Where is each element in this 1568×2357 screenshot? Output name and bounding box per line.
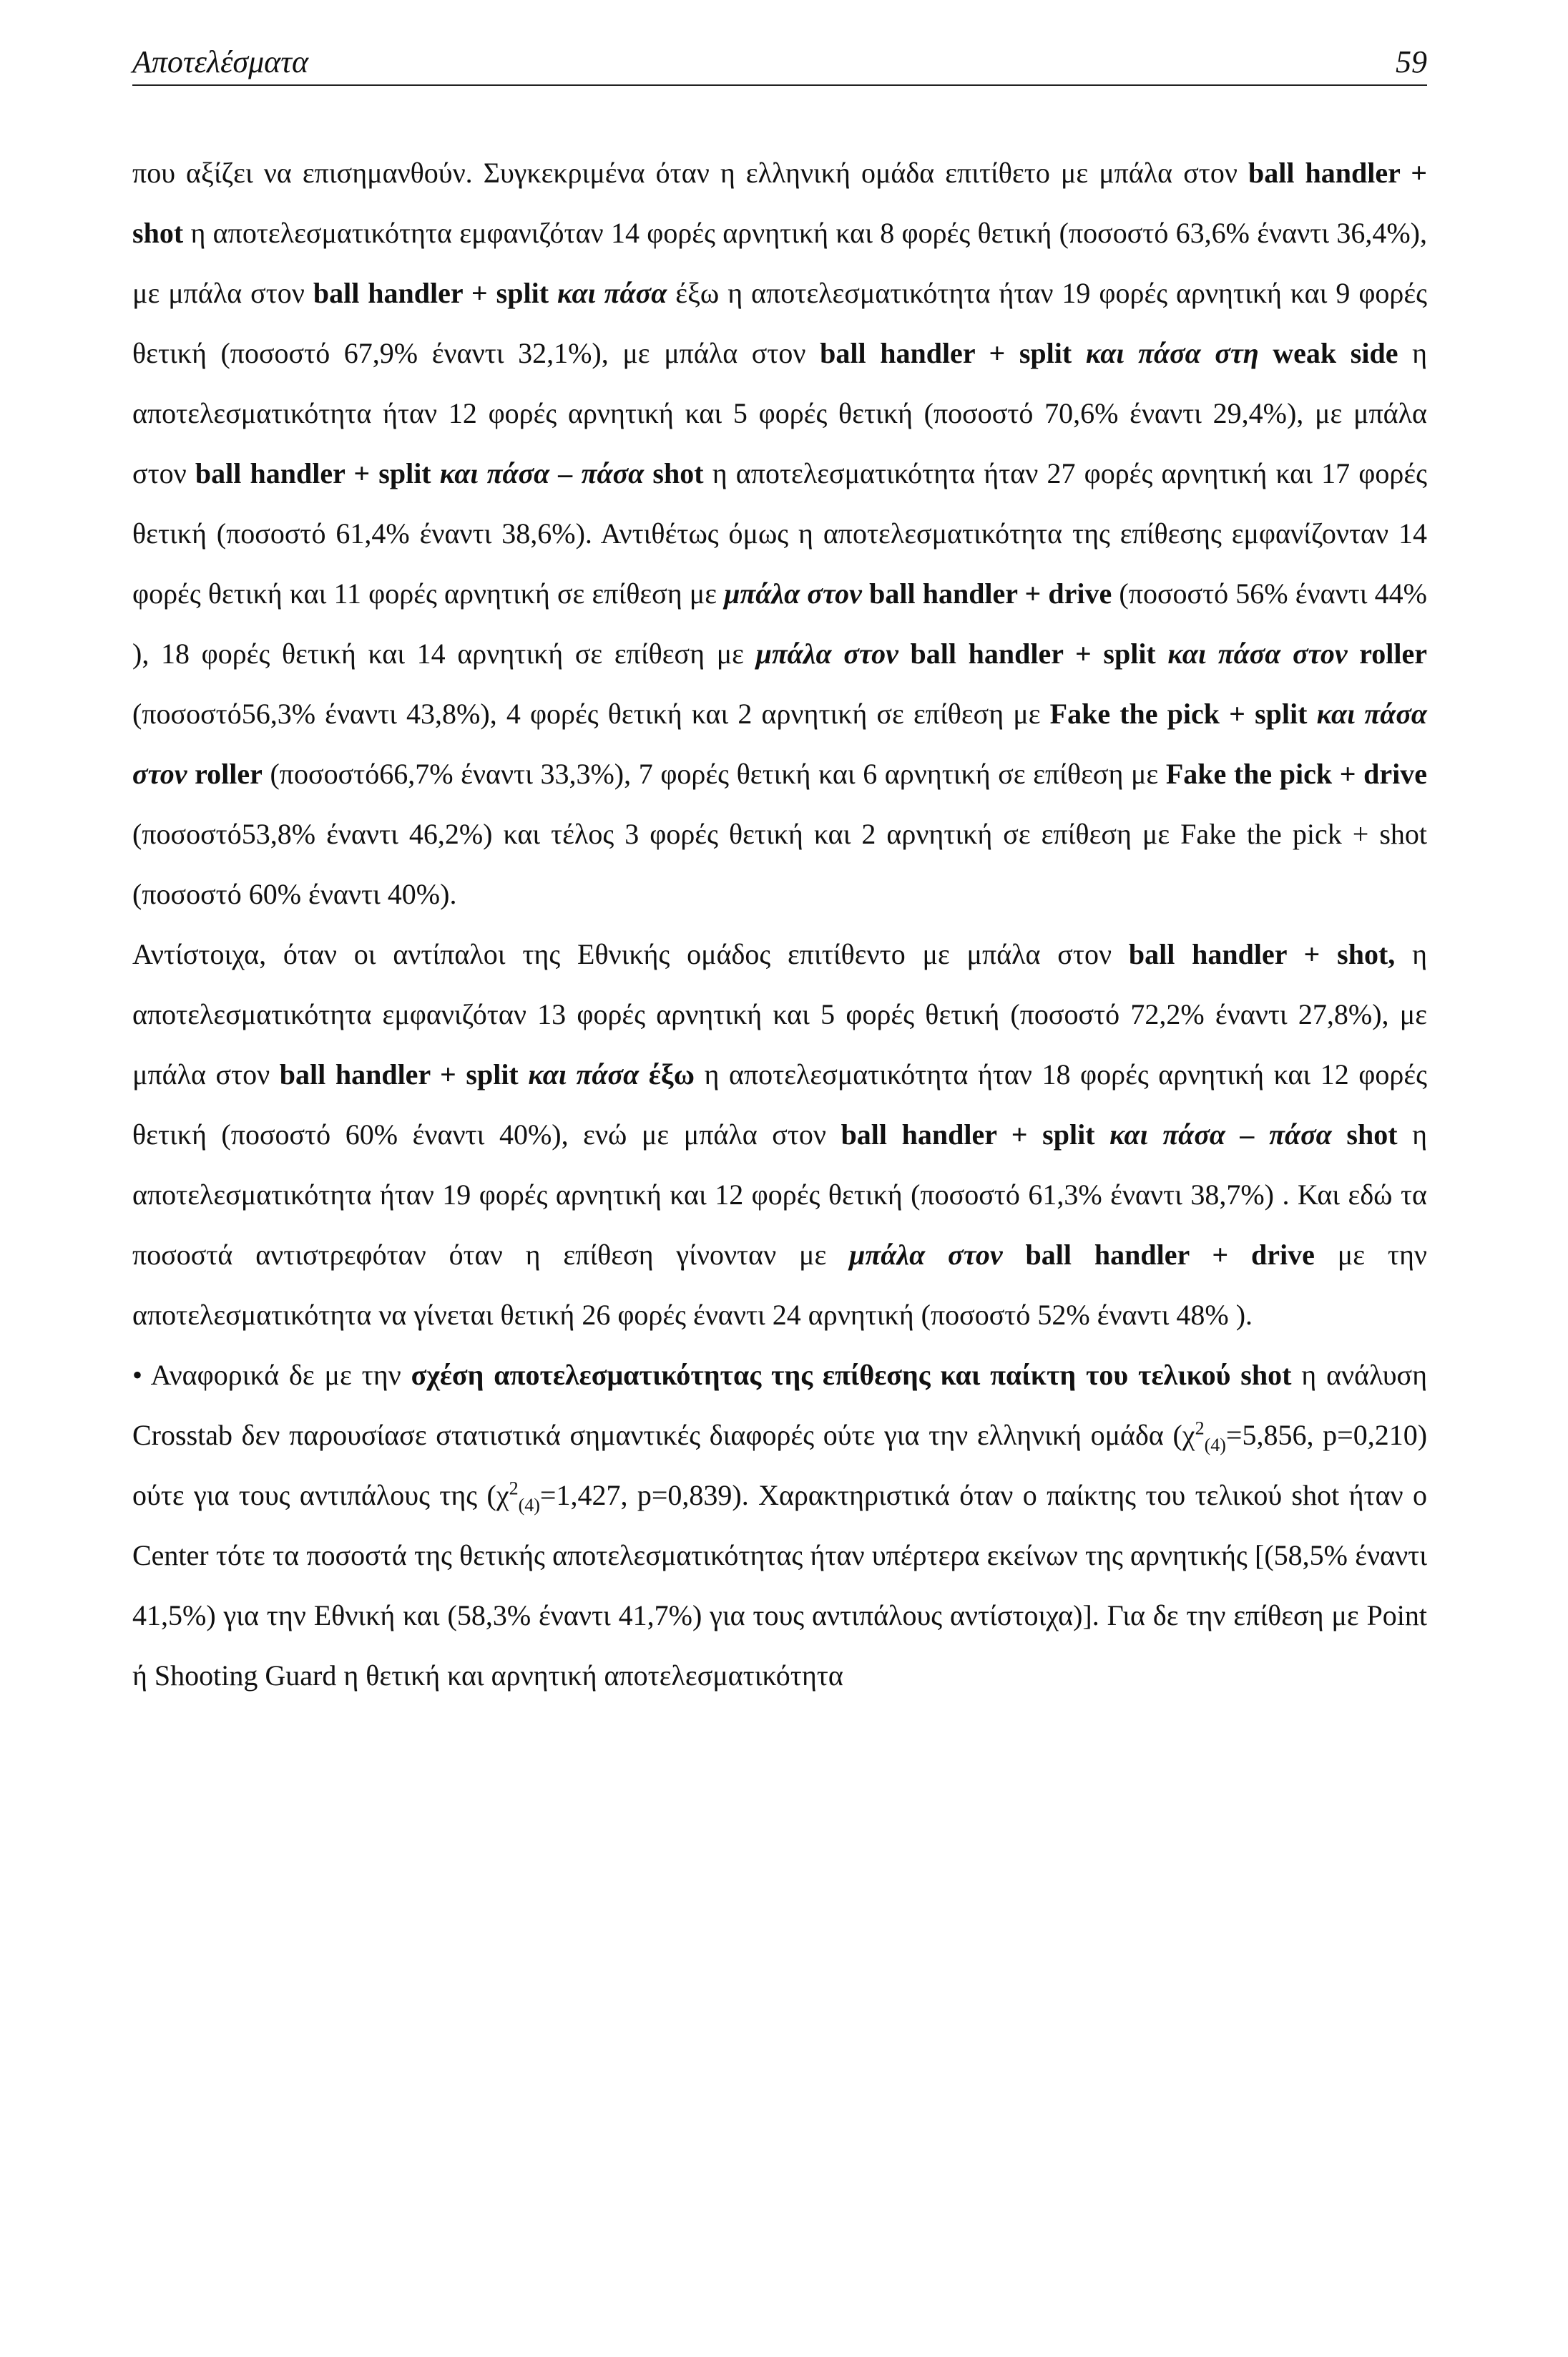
bold-run: ball handler + split bbox=[841, 1118, 1110, 1151]
bold-italic-run: και πάσα bbox=[528, 1058, 640, 1090]
text-run: η αποτελεσματικότητα ήταν 27 φορές αρνητική και 17 φορές θετική (ποσοστό 61,4% έναντι 38,6%). Αντιθέτως όμως η αποτελεσματικότητα της επίθεσης εμφανίζονταν 14 φορές θετική και 11 φορές αρνητική σε επίθεση με bbox=[132, 457, 1427, 610]
bold-run: ball handler + shot, bbox=[1128, 938, 1396, 970]
bold-run: έξω bbox=[639, 1058, 695, 1090]
subscript: (4) bbox=[518, 1495, 540, 1516]
text-run: (ποσοστό53,8% έναντι 46,2%) και τέλος 3 φορές θετική και 2 αρνητική σε επίθεση με Fake the pick + shot (ποσοστό 60% έναντι 40%). bbox=[132, 818, 1427, 910]
bold-run: ball handler + split bbox=[820, 337, 1086, 369]
text-run: η αποτελεσματικότητα εμφανιζόταν 13 φορές αρνητική και 5 φορές θετική (ποσοστό 72,2% έναντι 27,8%), με μπάλα στον bbox=[132, 938, 1427, 1090]
bold-italic-run: και πάσα – πάσα bbox=[1109, 1118, 1332, 1151]
bold-run: ball handler + split bbox=[898, 638, 1168, 670]
paragraph-2 bbox=[132, 924, 1427, 1345]
superscript: 2 bbox=[509, 1478, 519, 1499]
bold-run: roller bbox=[1347, 638, 1428, 670]
text-run: =5,856, p=0,210) ούτε για τους αντιπάλους της (χ bbox=[132, 1419, 1428, 1511]
text-run: η ανάλυση Crosstab δεν παρουσίασε στατιστικά σημαντικές διαφορές ούτε για την ελληνική ομάδα (χ bbox=[132, 1359, 1428, 1451]
text-run: έξω η αποτελεσματικότητα ήταν 19 φορές αρνητική και 9 φορές θετική (ποσοστό 67,9% έναντι 32,1%), με μπάλα στον bbox=[132, 277, 1428, 369]
text-run: η αποτελεσματικότητα ήταν 12 φορές αρνητική και 5 φορές θετική (ποσοστό 70,6% έναντι 29,4%), με μπάλα στον bbox=[132, 337, 1427, 489]
text-run: (ποσοστό 56% έναντι 44% ), 18 φορές θετική και 14 αρνητική σε επίθεση με bbox=[132, 577, 1427, 670]
subscript: (4) bbox=[1204, 1435, 1226, 1455]
superscript: 2 bbox=[1195, 1417, 1205, 1439]
body-text bbox=[132, 143, 1427, 1706]
text-run: (ποσοστό56,3% έναντι 43,8%), 4 φορές θετική και 2 αρνητική σε επίθεση με bbox=[132, 698, 1050, 730]
bold-run: ball handler + drive bbox=[861, 577, 1112, 610]
bold-run: Fake the pick + drive bbox=[1165, 758, 1428, 790]
text-run: που αξίζει να επισημανθούν. Συγκεκριμένα όταν η ελληνική ομάδα επιτίθετο με μπάλα στον bbox=[132, 157, 1248, 189]
bold-run: Fake the pick + split bbox=[1049, 698, 1317, 730]
paragraph-1 bbox=[132, 143, 1427, 924]
text-run: (ποσοστό66,7% έναντι 33,3%), 7 φορές θετική και 6 αρνητική σε επίθεση με bbox=[262, 758, 1166, 790]
bold-italic-run: και πάσα bbox=[557, 277, 667, 309]
bold-italic-run: μπάλα στον bbox=[724, 577, 862, 610]
bold-run: ball handler + split bbox=[279, 1058, 529, 1090]
bold-italic-run: και πάσα στον bbox=[132, 698, 1428, 790]
bold-run: ball handler + drive bbox=[1002, 1239, 1315, 1271]
text-run: με την αποτελεσματικότητα να γίνεται θετική 26 φορές έναντι 24 αρνητική (ποσοστό 52% έναντι 48% ). bbox=[132, 1239, 1427, 1331]
bold-run: shot bbox=[1331, 1118, 1398, 1151]
bold-run: shot bbox=[644, 457, 704, 489]
text-run: η αποτελεσματικότητα ήταν 18 φορές αρνητική και 12 φορές θετική (ποσοστό 60% έναντι 40%), ενώ με μπάλα στον bbox=[132, 1058, 1427, 1151]
bold-italic-run: και πάσα στη bbox=[1085, 337, 1259, 369]
bold-run: ball handler + shot bbox=[132, 157, 1428, 249]
running-header bbox=[132, 42, 1427, 86]
bold-italic-run: μπάλα στον bbox=[755, 638, 898, 670]
text-run: =1,427, p=0,839). Χαρακτηριστικά όταν ο παίκτης του τελικού shot ήταν ο Center τότε τα ποσοστά της θετικής αποτελεσματικότητας ήταν υπέρτερα εκείνων της αρνητικής [(58,5% έναντι 41,5%) για την Εθνική και (58,3% έναντι 41,7%) για τους αντιπάλους αντίστοιχα)]. Για δε την επίθεση με Point ή Shooting Guard η θετική και αρνητική αποτελεσματικότητα bbox=[132, 1479, 1427, 1692]
bold-run: weak side bbox=[1258, 337, 1398, 369]
bold-italic-run: και πάσα στον bbox=[1167, 638, 1348, 670]
bold-run: roller bbox=[187, 758, 263, 790]
text-run: Αντίστοιχα, όταν οι αντίπαλοι της Εθνικής ομάδος επιτίθεντο με μπάλα στον bbox=[132, 938, 1129, 970]
bullet-paragraph bbox=[132, 1345, 1427, 1706]
text-run: η αποτελεσματικότητα ήταν 19 φορές αρνητική και 12 φορές θετική (ποσοστό 61,3% έναντι 38,7%) . Και εδώ τα ποσοστά αντιστρεφόταν όταν η επίθεση γίνονταν με bbox=[132, 1118, 1428, 1271]
bold-run: ball handler + split bbox=[195, 457, 440, 489]
header-title: Αποτελέσματα bbox=[132, 44, 309, 79]
page-number: 59 bbox=[1396, 44, 1427, 79]
text-run: η αποτελεσματικότητα εμφανιζόταν 14 φορές αρνητική και 8 φορές θετική (ποσοστό 63,6% έναντι 36,4%), με μπάλα στον bbox=[132, 217, 1427, 309]
bold-italic-run: μπάλα στον bbox=[849, 1239, 1003, 1271]
bold-italic-run: και πάσα – πάσα bbox=[439, 457, 645, 489]
bullet-icon: • bbox=[132, 1359, 143, 1391]
bold-run: σχέση αποτελεσματικότητας της επίθεσης και παίκτη του τελικού shot bbox=[411, 1359, 1292, 1391]
text-run: Αναφορικά δε με την bbox=[150, 1359, 411, 1391]
bold-run: ball handler + split bbox=[313, 277, 558, 309]
